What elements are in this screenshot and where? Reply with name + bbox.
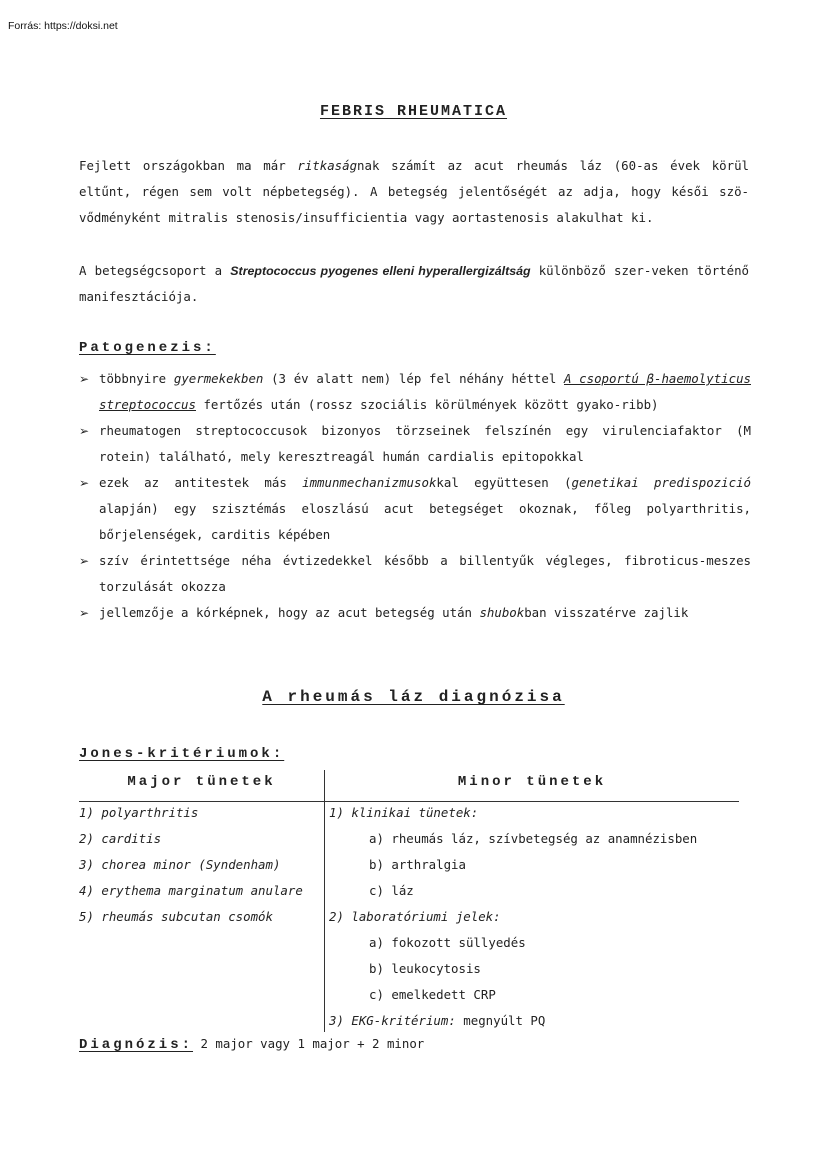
diagnozis-text: 2 major vagy 1 major + 2 minor: [193, 1036, 425, 1051]
jones-heading: Jones-kritériumok:: [79, 746, 285, 762]
jones-criteria-table: [79, 770, 739, 1032]
source-line: Forrás: https://doksi.net: [8, 20, 118, 32]
list-item: 5) rheumás subcutan csomók: [79, 909, 273, 924]
arrowhead-bullet-icon: ➢: [79, 606, 90, 620]
list-item: [79, 470, 751, 548]
item-text: (3 év alatt nem) lép fel néhány héttel: [263, 371, 564, 386]
list-item: [79, 600, 751, 626]
list-item: 1) klinikai tünetek:: [329, 805, 479, 820]
list-item: 2) laboratóriumi jelek:: [329, 909, 501, 924]
item-text: rheumatogen streptococcusok bizonyos törzseinek felszínén egy virulenciafaktor (M rotein) található, mely keresztreagál humán cardialis epitopokkal: [99, 423, 751, 464]
item-text: jellemzője a kórképnek, hogy az acut betegség után: [99, 605, 480, 620]
minor-list: [329, 800, 697, 1034]
arrowhead-bullet-icon: ➢: [79, 424, 90, 438]
table-header-divider: [79, 801, 739, 802]
list-item: c) láz: [369, 883, 414, 898]
ekg-label: 3) EKG-kritérium:: [329, 1013, 456, 1028]
intro-p1-italic: ritkaság: [297, 158, 358, 173]
minor-column: [325, 770, 739, 1032]
intro-p1-text-c: nak számít az acut rheumás láz (60-as évek körül eltűnt, régen sem volt népbetegség). A betegség jelentőségét az adja, hogy késői szö-vődményként mitralis stenosis/insufficientia vagy aortastenosis alakulhat ki.: [79, 158, 749, 225]
document-title: FEBRIS RHEUMATICA: [319, 103, 508, 120]
arrowhead-bullet-icon: ➢: [79, 476, 90, 490]
list-item: [79, 418, 751, 470]
intro-p1-text-a: Fejlett országokban ma már: [79, 158, 298, 173]
arrowhead-bullet-icon: ➢: [79, 372, 90, 386]
item-italic: immunmechanizmusok: [302, 475, 437, 490]
major-column: [79, 770, 325, 1032]
major-list: [79, 800, 303, 930]
item-text: ban visszatérve zajlik: [524, 605, 689, 620]
intro-p2-text-c: különböző szer-veken történő manifesztációja.: [79, 263, 749, 304]
item-italic: gyermekekben: [173, 371, 264, 386]
item-italic: shubok: [479, 605, 525, 620]
major-header: Major tünetek: [127, 774, 276, 790]
patogenezis-list: [79, 366, 751, 626]
item-italic-underlined: A csoportú β-haemolyticus streptococcus: [99, 371, 751, 412]
list-item: [329, 1008, 697, 1034]
minor-header: Minor tünetek: [457, 774, 607, 790]
list-item: a) fokozott süllyedés: [369, 935, 526, 950]
diagnozis-line: [79, 1036, 424, 1053]
list-item: b) arthralgia: [369, 857, 466, 872]
list-item: c) emelkedett CRP: [369, 987, 496, 1002]
item-text: kal együttesen (: [436, 475, 572, 490]
list-item: [79, 548, 751, 600]
intro-paragraph-1: [79, 153, 749, 231]
intro-p2-bold: Streptococcus pyogenes elleni hyperallergizáltság: [230, 264, 531, 278]
diagnosis-heading: A rheumás láz diagnózisa: [262, 688, 565, 706]
intro-paragraph-2: [79, 258, 749, 310]
arrowhead-bullet-icon: ➢: [79, 554, 90, 568]
item-text: alapján) egy szisztémás eloszlású acut betegséget okoznak, főleg polyarthritis, bőrjelenségek, carditis képében: [99, 501, 751, 542]
item-text: szív érintettsége néha évtizedekkel később a billentyűk végleges, fibroticus-meszes torzulását okozza: [99, 553, 751, 594]
item-text: többnyire: [99, 371, 174, 386]
item-text: fertőzés után (rossz szociális körülmények között gyako-ribb): [195, 397, 659, 412]
intro-p2-text-a: A betegségcsoport a: [79, 263, 231, 278]
list-item: a) rheumás láz, szívbetegség az anamnézisben: [369, 831, 698, 846]
list-item: 1) polyarthritis: [79, 805, 199, 820]
list-item: 3) chorea minor (Syndenham): [79, 857, 281, 872]
document-title-wrap: [0, 100, 827, 120]
item-italic: genetikai predispozició: [571, 475, 752, 490]
patogenezis-heading: Patogenezis:: [79, 340, 216, 356]
item-text: ezek az antitestek más: [99, 475, 303, 490]
diagnozis-label: Diagnózis:: [79, 1037, 194, 1053]
diagnosis-heading-wrap: [0, 686, 827, 706]
list-item: 4) erythema marginatum anulare: [79, 883, 303, 898]
list-item: [79, 366, 751, 418]
list-item: b) leukocytosis: [369, 961, 481, 976]
list-item: 2) carditis: [79, 831, 162, 846]
ekg-value: megnyúlt PQ: [455, 1013, 546, 1028]
